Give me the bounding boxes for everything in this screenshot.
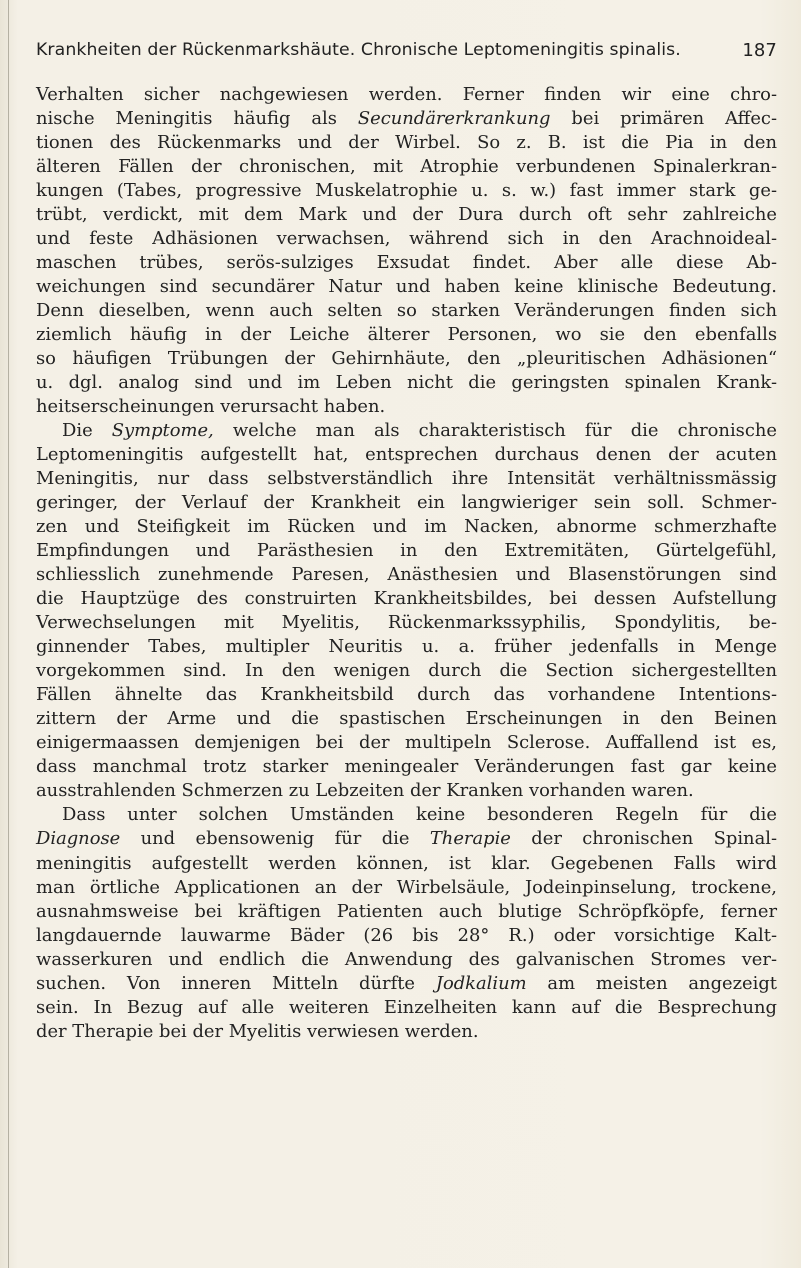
text-segment: Fällen ähnelte das Krankheitsbild durch das vorhandene Intentions- [36, 684, 777, 706]
text-line [36, 419, 777, 443]
italic-term: Jodkalium [435, 972, 527, 994]
text-segment: die Hauptzüge des construirten Krankheitsbildes, bei dessen Aufstellung [36, 588, 777, 610]
italic-term: Symptome, [111, 420, 214, 442]
text-segment: bei primären Affec- [550, 108, 777, 130]
text-segment: vorgekommen sind. In den wenigen durch die Section sichergestellten [36, 660, 777, 682]
italic-term: Diagnose [36, 828, 121, 850]
text-line [36, 900, 777, 924]
text-line [36, 299, 777, 323]
text-segment: ginnender Tabes, multipler Neuritis u. a. früher jedenfalls in Menge [36, 636, 777, 658]
text-segment: der chronischen Spinal- [510, 828, 778, 850]
text-segment: heitserscheinungen verursacht haben. [36, 396, 386, 418]
text-line [36, 1020, 777, 1044]
text-line [36, 635, 777, 659]
text-segment: Dass unter solchen Umständen keine besonderen Regeln für die [62, 804, 777, 826]
text-line [36, 347, 777, 371]
text-segment: dass manchmal trotz starker meningealer Veränderungen fast gar keine [36, 756, 777, 778]
text-segment: u. dgl. analog sind und im Leben nicht die geringsten spinalen Krank- [36, 372, 777, 394]
text-line [36, 876, 777, 900]
text-segment: zittern der Arme und die spastischen Erscheinungen in den Beinen [36, 708, 777, 730]
text-line [36, 539, 777, 563]
text-segment: der Therapie bei der Myelitis verwiesen werden. [36, 1020, 479, 1042]
italic-term: Secundärerkrankung [357, 108, 551, 130]
text-segment: Die [62, 420, 112, 442]
text-line [36, 395, 777, 419]
text-line [36, 948, 777, 972]
text-segment: am meisten angezeigt [526, 972, 777, 994]
text-line [36, 371, 777, 395]
text-line [36, 107, 777, 131]
text-line [36, 179, 777, 203]
text-line [36, 659, 777, 683]
text-segment: ziemlich häufig in der Leiche älterer Personen, wo sie den ebenfalls [36, 324, 777, 346]
page-number: 187 [742, 40, 777, 61]
text-segment: kungen (Tabes, progressive Muskelatrophie u. s. w.) fast immer stark ge- [36, 180, 777, 202]
text-segment: so häufigen Trübungen der Gehirnhäute, den „pleuritischen Adhäsionen“ [36, 348, 777, 370]
text-segment: nische Meningitis häufig als [36, 108, 358, 130]
text-line [36, 443, 777, 467]
text-segment: weichungen sind secundärer Natur und haben keine klinische Bedeutung. [36, 276, 777, 298]
text-line [36, 611, 777, 635]
italic-term: Therapie [429, 828, 511, 850]
text-segment: und feste Adhäsionen verwachsen, während sich in den Arachnoideal- [36, 228, 777, 250]
page-header [36, 40, 777, 66]
text-line [36, 731, 777, 755]
text-segment: trübt, verdickt, mit dem Mark und der Dura durch oft sehr zahlreiche [36, 204, 777, 226]
text-segment: man örtliche Applicationen an der Wirbelsäule, Jodeinpinselung, trockene, [36, 876, 777, 898]
text-line [36, 491, 777, 515]
text-line [36, 707, 777, 731]
text-line [36, 467, 777, 491]
text-line [36, 227, 777, 251]
text-line [36, 972, 777, 996]
text-segment: und ebensowenig für die [120, 828, 430, 850]
text-line [36, 852, 777, 876]
text-line [36, 203, 777, 227]
text-segment: tionen des Rückenmarks und der Wirbel. So z. B. ist die Pia in den [36, 132, 777, 154]
text-segment: Leptomeningitis aufgestellt hat, entsprechen durchaus denen der acuten [36, 444, 777, 466]
text-line [36, 131, 777, 155]
text-segment: geringer, der Verlauf der Krankheit ein langwieriger sein soll. Schmer- [36, 492, 777, 514]
text-segment: Verwechselungen mit Myelitis, Rückenmarkssyphilis, Spondylitis, be- [36, 612, 777, 634]
text-segment: meningitis aufgestellt werden können, ist klar. Gegebenen Falls wird [36, 852, 777, 874]
text-line [36, 323, 777, 347]
text-line [36, 755, 777, 779]
text-segment: Denn dieselben, wenn auch selten so starken Veränderungen finden sich [36, 300, 777, 322]
page-gutter-edge [8, 0, 9, 1268]
text-segment: Verhalten sicher nachgewiesen werden. Ferner finden wir eine chro- [36, 84, 777, 105]
text-line [36, 803, 777, 827]
text-line [36, 83, 777, 107]
text-line [36, 515, 777, 539]
text-line [36, 155, 777, 179]
text-line [36, 587, 777, 611]
text-line [36, 251, 777, 275]
text-line [36, 563, 777, 587]
text-line [36, 827, 777, 851]
text-segment: ausstrahlenden Schmerzen zu Lebzeiten der Kranken vorhanden waren. [36, 780, 694, 802]
text-segment: sein. In Bezug auf alle weiteren Einzelheiten kann auf die Besprechung [36, 996, 777, 1018]
text-segment: welche man als charakteristisch für die chronische [213, 420, 777, 442]
text-segment: Empfindungen und Parästhesien in den Extremitäten, Gürtelgefühl, [36, 540, 777, 562]
text-line [36, 996, 777, 1020]
running-title: Krankheiten der Rückenmarkshäute. Chronische Leptomeningitis spinalis. [36, 40, 681, 60]
body-text [36, 83, 777, 1044]
text-segment: Meningitis, nur dass selbstverständlich ihre Intensität verhältnissmässig [36, 468, 777, 490]
text-line [36, 779, 777, 803]
text-segment: schliesslich zunehmende Paresen, Anästhesien und Blasenstörungen sind [36, 564, 777, 586]
text-segment: maschen trübes, serös-sulziges Exsudat findet. Aber alle diese Ab- [36, 252, 777, 274]
text-segment: zen und Steifigkeit im Rücken und im Nacken, abnorme schmerzhafte [36, 516, 777, 538]
text-segment: wasserkuren und endlich die Anwendung des galvanischen Stromes ver- [36, 948, 777, 970]
text-segment: älteren Fällen der chronischen, mit Atrophie verbundenen Spinalerkran- [36, 156, 777, 178]
text-segment: einigermaassen demjenigen bei der multipeln Sclerose. Auffallend ist es, [36, 732, 777, 754]
text-segment: langdauernde lauwarme Bäder (26 bis 28° R.) oder vorsichtige Kalt- [36, 924, 777, 946]
text-segment: suchen. Von inneren Mitteln dürfte [36, 972, 436, 994]
text-line [36, 275, 777, 299]
text-line [36, 924, 777, 948]
text-segment: ausnahmsweise bei kräftigen Patienten auch blutige Schröpfköpfe, ferner [36, 900, 777, 922]
text-line [36, 683, 777, 707]
